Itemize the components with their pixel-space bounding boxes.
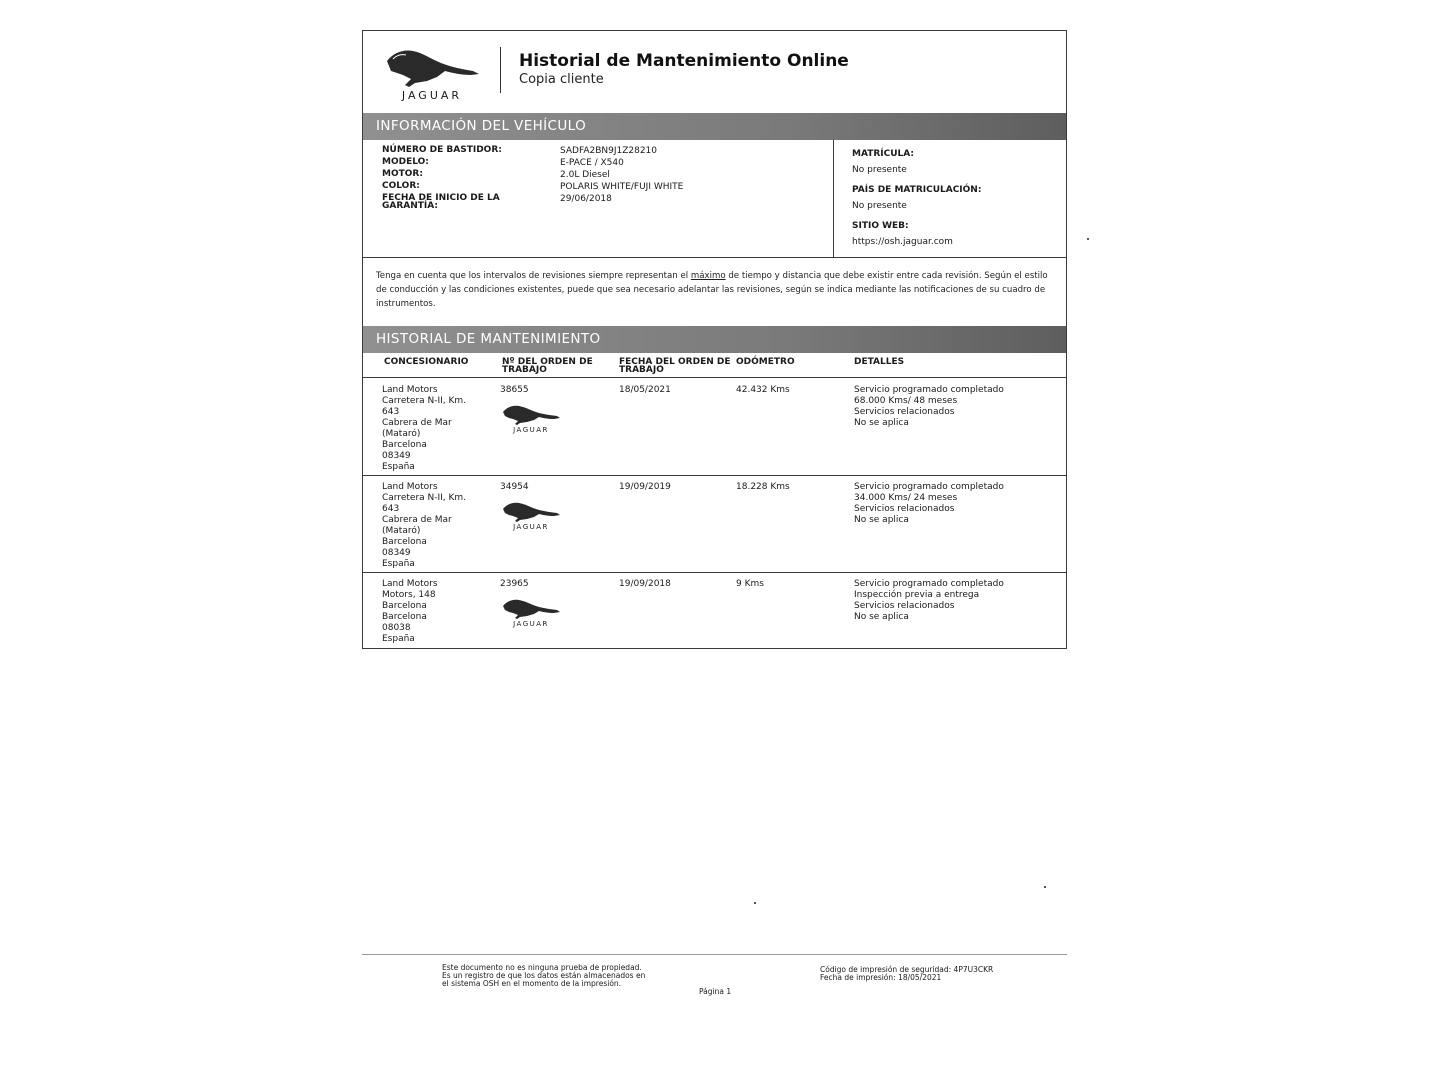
jaguar-mini-logo: [499, 400, 563, 434]
website-block: [852, 221, 953, 247]
security-code: Código de impresión de seguridad: 4P7U3CKR: [820, 965, 994, 974]
dealer-line: Barcelona: [382, 537, 427, 547]
detail-line: No se aplica: [854, 515, 909, 525]
vehicle-info-heading: INFORMACIÓN DEL VEHÍCULO: [363, 113, 1066, 140]
header-divider: [500, 47, 501, 93]
column-order-date: FECHA DEL ORDEN DE TRABAJO: [619, 357, 731, 375]
detail-line: No se aplica: [854, 418, 909, 428]
footer-divider: [362, 954, 1067, 955]
dealer-line: 08349: [382, 548, 411, 558]
jaguar-mini-logo: [499, 594, 563, 628]
vehicle-info-panel: [363, 140, 1066, 258]
service-interval-notice: [376, 269, 1056, 311]
warranty-value: 29/06/2018: [560, 194, 612, 204]
disclaimer-line: Es un registro de que los datos están almacenados en: [442, 971, 646, 980]
detail-line: Servicio programado completado: [854, 579, 1004, 589]
maintenance-table-header: [363, 353, 1066, 378]
detail-line: Servicios relacionados: [854, 601, 955, 611]
vin-value: SADFA2BN9J1Z28210: [560, 146, 658, 156]
odometer-value: 42.432 Kms: [736, 385, 790, 395]
order-date: 19/09/2019: [619, 482, 671, 492]
scan-speck: [1044, 886, 1046, 888]
table-row: [363, 572, 1066, 649]
warranty-label: FECHA DE INICIO DE LA GARANTÍA:: [382, 193, 500, 211]
detail-line: 34.000 Kms/ 24 meses: [854, 493, 958, 503]
jaguar-logo: [379, 41, 485, 103]
detail-line: Servicios relacionados: [854, 407, 955, 417]
maintenance-history-heading: HISTORIAL DE MANTENIMIENTO: [363, 326, 1066, 353]
jaguar-mini-logo: [499, 497, 563, 531]
plate-value: No presente: [852, 165, 907, 175]
dealer-line: (Mataró): [382, 429, 421, 439]
engine-label: MOTOR:: [382, 169, 423, 179]
dealer-line: 643: [382, 504, 400, 514]
print-date: Fecha de impresión: 18/05/2021: [820, 973, 942, 982]
dealer-line: Barcelona: [382, 612, 427, 622]
order-date: 18/05/2021: [619, 385, 671, 395]
odometer-value: 18.228 Kms: [736, 482, 790, 492]
page-subtitle: Copia cliente: [519, 72, 604, 87]
dealer-line: Land Motors: [382, 482, 438, 492]
footer-print-info: [820, 966, 993, 982]
document-sheet: [362, 30, 1067, 649]
detail-line: 68.000 Kms/ 48 meses: [854, 396, 958, 406]
detail-line: Servicio programado completado: [854, 385, 1004, 395]
dealer-line: Cabrera de Mar: [382, 418, 452, 428]
plate-label: MATRÍCULA:: [852, 149, 915, 159]
dealer-line: (Mataró): [382, 526, 421, 536]
svg-text:JAGUAR: JAGUAR: [513, 426, 549, 434]
plate-block: [852, 149, 914, 175]
disclaimer-line: Este documento no es ninguna prueba de propiedad.: [442, 963, 642, 972]
dealer-address: [382, 385, 466, 473]
dealer-line: Cabrera de Mar: [382, 515, 452, 525]
notice-text-start: Tenga en cuenta que los intervalos de revisiones siempre representan el: [376, 271, 691, 281]
country-value: No presente: [852, 201, 907, 211]
service-details: [854, 385, 1004, 429]
notice-emphasis: máximo: [690, 271, 726, 281]
column-order-number: Nº DEL ORDEN DE TRABAJO: [502, 357, 593, 375]
model-value: E-PACE / X540: [560, 158, 624, 168]
document-header: [363, 31, 1066, 114]
country-block: [852, 185, 981, 211]
order-number: 38655: [500, 385, 529, 395]
dealer-line: Land Motors: [382, 579, 438, 589]
dealer-line: 08349: [382, 451, 411, 461]
vehicle-registration-panel: [833, 140, 1068, 257]
detail-line: Servicio programado completado: [854, 482, 1004, 492]
dealer-line: Carretera N-II, Km.: [382, 493, 467, 503]
vin-label: NÚMERO DE BASTIDOR:: [382, 145, 502, 155]
disclaimer-line: el sistema OSH en el momento de la impresión.: [442, 979, 622, 988]
dealer-line: Motors, 148: [382, 590, 436, 600]
order-number: 23965: [500, 579, 529, 589]
detail-line: Servicios relacionados: [854, 504, 955, 514]
scan-speck: [1087, 238, 1089, 240]
dealer-line: 643: [382, 407, 400, 417]
dealer-address: [382, 579, 438, 645]
engine-value: 2.0L Diesel: [560, 170, 610, 180]
column-odometer: ODÓMETRO: [736, 357, 795, 367]
footer-disclaimer: [442, 964, 645, 988]
column-dealer: CONCESIONARIO: [384, 357, 469, 367]
country-label: PAÍS DE MATRICULACIÓN:: [852, 185, 982, 195]
order-date: 19/09/2018: [619, 579, 671, 589]
scan-speck: [754, 902, 756, 904]
svg-text:JAGUAR: JAGUAR: [513, 620, 549, 628]
dealer-line: 08038: [382, 623, 411, 633]
color-label: COLOR:: [382, 181, 420, 191]
dealer-line: Barcelona: [382, 440, 427, 450]
dealer-line: Carretera N-II, Km.: [382, 396, 467, 406]
model-label: MODELO:: [382, 157, 429, 167]
service-details: [854, 482, 1004, 526]
dealer-line: España: [382, 634, 415, 644]
svg-text:JAGUAR: JAGUAR: [513, 523, 549, 531]
table-row: [363, 378, 1066, 476]
notice-text-end: de tiempo y distancia que debe existir entre cada revisión. Según el estilo de conducción y las condiciones existentes, puede que sea necesario adelantar las revisiones, según se indica mediante las notificaciones de su cuadro de instrumentos.: [376, 271, 1048, 309]
table-row: [363, 475, 1066, 573]
page-title: Historial de Mantenimiento Online: [519, 51, 849, 71]
dealer-line: Land Motors: [382, 385, 438, 395]
dealer-line: España: [382, 462, 415, 472]
detail-line: No se aplica: [854, 612, 909, 622]
order-number: 34954: [500, 482, 529, 492]
color-value: POLARIS WHITE/FUJI WHITE: [560, 182, 684, 192]
page-number: Página 1: [699, 987, 732, 996]
detail-line: Inspección previa a entrega: [854, 590, 980, 600]
dealer-line: España: [382, 559, 415, 569]
odometer-value: 9 Kms: [736, 579, 764, 589]
website-label: SITIO WEB:: [852, 221, 909, 231]
dealer-line: Barcelona: [382, 601, 427, 611]
dealer-address: [382, 482, 466, 570]
column-details: DETALLES: [854, 357, 905, 367]
website-link[interactable]: https://osh.jaguar.com: [852, 237, 953, 247]
service-details: [854, 579, 1004, 623]
svg-text:JAGUAR: JAGUAR: [401, 89, 463, 102]
